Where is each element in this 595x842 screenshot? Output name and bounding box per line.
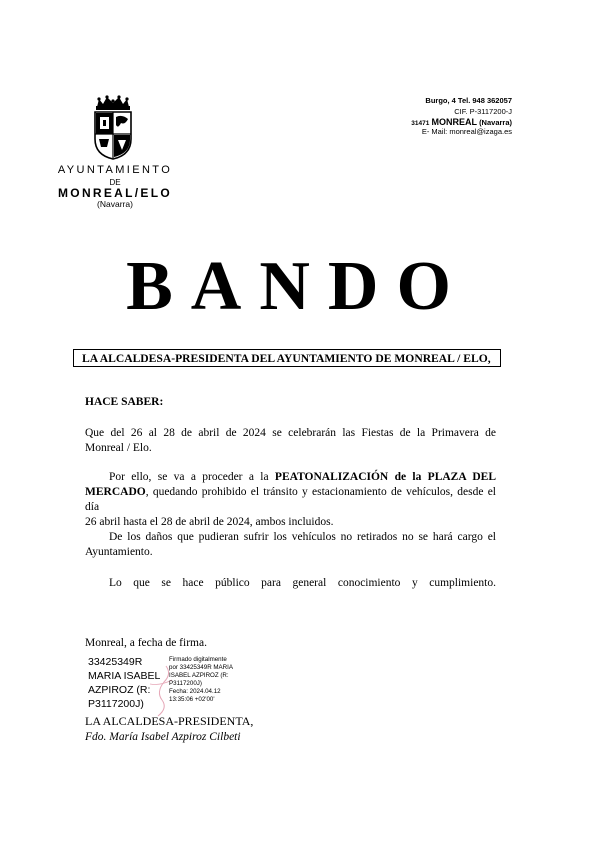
place-date: Monreal, a fecha de firma.: [85, 637, 207, 649]
signature-meta-line: P3117200J): [169, 680, 202, 687]
signatory-name: Fdo. María Isabel Azpiroz Cilbeti: [85, 731, 241, 743]
contact-address-phone: Burgo, 4 Tel. 948 362057: [425, 96, 512, 105]
paragraph-liability-line2: Ayuntamiento.: [85, 546, 153, 558]
paragraph-pedestrianization-intro: Por ello, se va a proceder a la: [109, 471, 275, 483]
paragraph-pedestrianization-line2: [85, 485, 496, 515]
contact-province: (Navarra): [479, 118, 512, 127]
paragraph-liability: [85, 530, 496, 560]
paragraph-pedestrianization: [85, 470, 496, 530]
signature-meta-line: 13:35:06 +02'00': [169, 696, 215, 703]
signature-meta-line: ISABEL AZPIROZ (R:: [169, 672, 229, 679]
paragraph-liability-text: De los daños que pudieran sufrir los vehículos no retirados no se hará cargo el: [109, 531, 496, 543]
contact-town-name: MONREAL: [431, 117, 477, 127]
paragraph-public-notice-line: [85, 576, 496, 591]
contact-cif: CIF. P-3117200-J: [454, 107, 512, 116]
signature-name-line: MARIA ISABEL: [88, 670, 161, 682]
boxed-heading: [73, 349, 501, 367]
paragraph-dates-line1: Que del 26 al 28 de abril de 2024 se celebrarán las Fiestas de la Primavera de: [85, 427, 496, 439]
signatory-role: LA ALCALDESA-PRESIDENTA,: [85, 714, 254, 728]
paragraph-public-notice: [85, 576, 496, 591]
municipality-name-line3: MONREAL/ELO: [58, 186, 172, 200]
paragraph-dates-line2: Monreal / Elo.: [85, 442, 152, 454]
document-title: BANDO: [126, 248, 469, 325]
signature-name-line: AZPIROZ (R:: [88, 684, 151, 696]
paragraph-dates: [85, 426, 496, 456]
coat-of-arms-icon: [90, 95, 136, 161]
contact-town: [411, 117, 512, 127]
signature-name: [88, 655, 168, 711]
paragraph-pedestrianization-bold1: PEATONALIZACIÓN de la PLAZA DEL: [274, 471, 496, 483]
signature-name-line: P3117200J): [88, 698, 144, 710]
signature-name-line: 33425349R: [88, 656, 143, 668]
paragraph-liability-line1: [85, 530, 496, 545]
municipality-name-line1: AYUNTAMIENTO: [57, 164, 173, 176]
paragraph-pedestrianization-rest: , quedando prohibido el tránsito y estacionamiento de vehículos, desde el día: [85, 486, 496, 513]
paragraph-public-notice-text: Lo que se hace público para general conocimiento y cumplimiento.: [109, 577, 496, 589]
signature-meta-line: Fecha: 2024.04.12: [169, 688, 221, 695]
hace-saber-heading: HACE SABER:: [85, 396, 164, 408]
paragraph-pedestrianization-line3: 26 abril hasta el 28 de abril de 2024, ambos incluidos.: [85, 516, 334, 528]
signature-metadata: [169, 656, 249, 704]
signature-meta-line: por 33425349R MARIA: [169, 664, 233, 671]
contact-postal-code: 31471: [411, 120, 430, 127]
paragraph-pedestrianization-line1: [85, 470, 496, 485]
municipality-name-line2: DE: [109, 178, 121, 187]
paragraph-pedestrianization-bold2: MERCADO: [85, 486, 146, 498]
contact-email: E- Mail: monreal@izaga.es: [421, 127, 512, 136]
signature-meta-line: Firmado digitalmente: [169, 656, 227, 663]
boxed-heading-text: LA ALCALDESA-PRESIDENTA DEL AYUNTAMIENTO DE MONREAL / ELO,: [82, 352, 491, 365]
municipality-province: (Navarra): [97, 199, 133, 209]
